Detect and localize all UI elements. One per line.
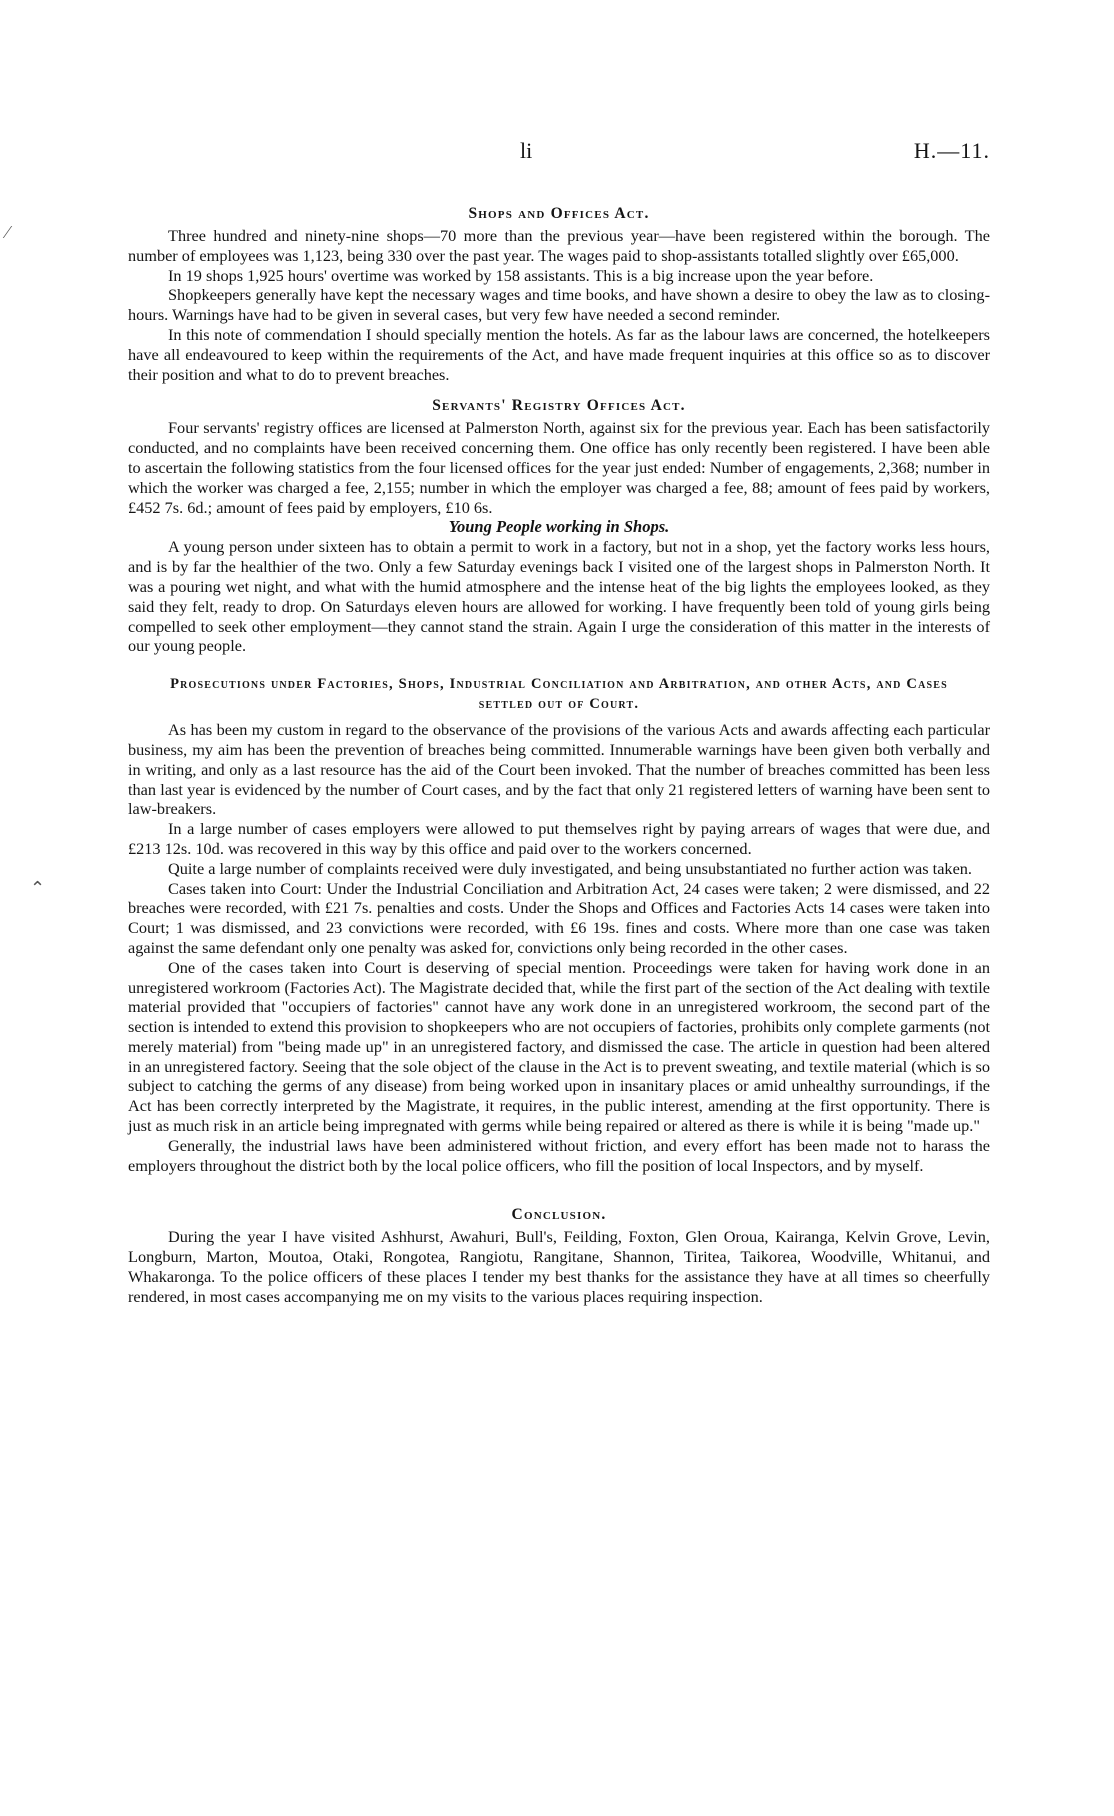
paragraph: Shopkeepers generally have kept the necessary wages and time books, and have shown a desire to obey the law as to closing-hours. Warnings have had to be given in several cases, but very few have needed a second reminder. xyxy=(128,285,990,325)
paragraph: Cases taken into Court: Under the Industrial Conciliation and Arbitration Act, 24 cases were taken; 2 were dismissed, and 22 breaches were recorded, with £21 7s. penalties and costs. Under the Shops and Offices and Factories Acts 14 cases were taken into Court; 1 was dismissed, and 23 convictions were recorded, with £6 19s. fines and costs. Where more than one case was taken against the same defendant only one penalty was asked for, convictions only being recorded in the other cases. xyxy=(128,878,990,957)
section-prosecutions xyxy=(128,674,990,1175)
section-servants-registry xyxy=(128,396,990,656)
section-shops-and-offices xyxy=(128,204,990,384)
document-code: H.—11. xyxy=(913,138,990,163)
paragraph: As has been my custom in regard to the observance of the provisions of the various Acts and awards affecting each particular business, my aim has been the prevention of breaches being committed. Innumerable warnings have been given both verbally and in writing, and only as a last resource has the aid of the Court been invoked. That the number of breaches committed has been less than last year is evidenced by the number of Court cases, and by the fact that only 21 registered letters of warning have been sent to law-breakers. xyxy=(128,720,990,819)
margin-mark-top: ⁄ xyxy=(6,222,10,242)
paragraph: In this note of commendation I should specially mention the hotels. As far as the labour laws are concerned, the hotelkeepers have all endeavoured to keep within the requirements of the Act, and have made frequent inquiries at this office so as to discover their position and what to do to prevent breaches. xyxy=(128,324,990,384)
page-header xyxy=(0,138,1114,170)
paragraph: In 19 shops 1,925 hours' overtime was worked by 158 assistants. This is a big increase upon the year before. xyxy=(168,265,874,285)
spacer xyxy=(128,384,990,396)
subsection-heading: Young People working in Shops. xyxy=(448,517,670,537)
document-body xyxy=(128,204,990,1307)
paragraph: In a large number of cases employers were allowed to put themselves right by paying arrears of wages that were due, and £213 12s. 10d. was recovered in this way by this office and paid over to the workers concerned. xyxy=(128,819,990,858)
section-heading: Shops and Offices Act. xyxy=(468,205,650,222)
section-conclusion xyxy=(128,1205,990,1306)
section-heading: Conclusion. xyxy=(511,1206,607,1224)
paragraph: Generally, the industrial laws have been administered without friction, and every effort has been made not to harass the employers throughout the district both by the local police officers, who fill the position of local Inspectors, and by myself. xyxy=(128,1135,990,1175)
spacer xyxy=(128,1175,990,1205)
section-heading: Servants' Registry Offices Act. xyxy=(432,397,686,415)
paragraph: Three hundred and ninety-nine shops—70 more than the previous year—have been registered within the borough. The number of employees was 1,123, being 330 over the past year. The wages paid to shop-assistants totalled slightly over £65,000. xyxy=(128,226,990,265)
paragraph: Four servants' registry offices are licensed at Palmerston North, against six for the previous year. Each has been satisfactorily conducted, and no complaints have been received concerning them. One office has only recently been registered. I have been able to ascertain the following statistics from the four licensed offices for the year just ended: Number of engagements, 2,368; number in which the worker was charged a fee, 2,155; number in which the employer was charged a fee, 88; amount of fees paid by workers, £452 7s. 6d.; amount of fees paid by employers, £10 6s. xyxy=(128,418,990,517)
spacer xyxy=(128,656,990,668)
margin-mark-middle: ⌃ xyxy=(30,878,46,898)
paragraph: A young person under sixteen has to obtain a permit to work in a factory, but not in a shop, yet the factory works less hours, and is by far the healthier of the two. Only a few Saturday evenings back I visited one of the largest shops in Palmerston North. It was a pouring wet night, and what with the humid atmosphere and the intense heat of the big lights the employees looked, as they said they felt, ready to drop. On Saturdays eleven hours are allowed for working. I have frequently been told of young girls being compelled to seek other employment—they cannot stand the strain. Again I urge the consideration of this matter in the interests of our young people. xyxy=(128,537,990,656)
paragraph: During the year I have visited Ashhurst, Awahuri, Bull's, Feilding, Foxton, Glen Oroua, Kairanga, Kelvin Grove, Levin, Longburn, Marton, Moutoa, Otaki, Rongotea, Rangiotu, Rangitane, Shannon, Tiritea, Taikorea, Woodville, Whitanui, and Whakaronga. To the police officers of these places I tender my best thanks for the assistance they have at all times so cheerfully rendered, in most cases accompanying me on my visits to the various places requiring inspection. xyxy=(128,1227,990,1306)
section-heading: Prosecutions under Factories, Shops, Industrial Conciliation and Arbitration, and other Acts, and Cases settled out of Court. xyxy=(170,676,948,713)
paragraph: Quite a large number of complaints received were duly investigated, and being unsubstantiated no further action was taken. xyxy=(168,858,973,878)
page-number: li xyxy=(520,138,533,163)
paragraph: One of the cases taken into Court is deserving of special mention. Proceedings were taken for having work done in an unregistered workroom (Factories Act). The Magistrate decided that, while the first part of the section of the Act dealing with textile material provided that "occupiers of factories" cannot have any work done in an unregistered workroom, the second part of the section is intended to extend this provision to shopkeepers who are not occupiers of factories, prohibits only complete garments (not merely material) from "being made up" in an unregistered factory, and dismissed the case. The article in question had been altered in an unregistered factory. Seeing that the sole object of the clause in the Act is to prevent sweating, and textile material (which is so subject to catching the germs of any disease) from being worked upon in insanitary places or amid unhealthy surroundings, if the Act has been correctly interpreted by the Magistrate, it requires, in the public interest, amending at the first opportunity. There is just as much risk in an article being impregnated with germs while being repaired or altered as there is while it is being "made up." xyxy=(128,957,990,1136)
